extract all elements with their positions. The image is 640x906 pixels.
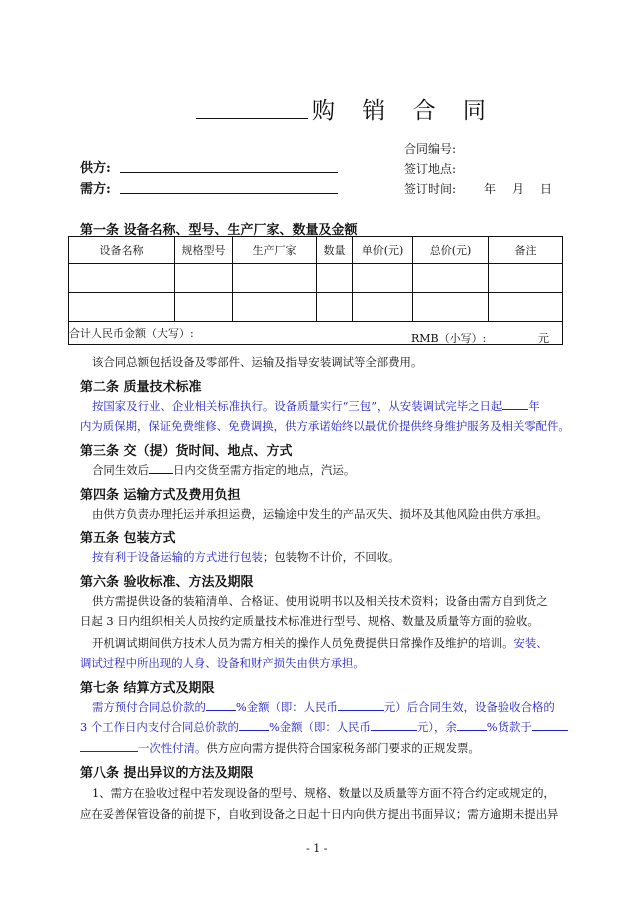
paragraph-packaging [92, 549, 572, 565]
table-header-cell: 单价(元) [353, 237, 413, 264]
table-cell[interactable] [175, 264, 233, 293]
paragraph-acceptance-line2: 日起 3 日内组织相关人员按约定质量技术标准进行型号、规格、数量及质量等方面的验收。 [80, 614, 539, 628]
equipment-table [68, 236, 563, 345]
prepay-amount-blank[interactable] [338, 699, 384, 711]
section-7-heading: 第七条 结算方式及期限 [80, 681, 215, 696]
paragraph-settlement-line1 [92, 699, 572, 715]
paragraph-total-scope: 该合同总额包括设备及零部件、运输及指导安装调试等全部费用。 [92, 355, 423, 369]
supplier-label: 供方: [80, 161, 111, 176]
invoice-text: 供方应向需方提供符合国家税务部门要求的正规发票。 [206, 741, 480, 755]
table-cell[interactable] [489, 264, 563, 293]
section-5-heading: 第五条 包装方式 [80, 531, 176, 546]
warranty-years-blank[interactable] [502, 398, 528, 410]
paragraph-objection-line1: 1、需方在验收过程中若发现设备的型号、规格、数量以及质量等方面不符合约定或规定的， [92, 786, 555, 800]
paragraph-settlement-line3 [80, 740, 560, 756]
paragraph-quality-line2: 内为质保期，保证免费维修、免费调换，供方承诺始终以最优价提供终身维护服务及相关零配件。 [80, 419, 570, 433]
paragraph-training-line1 [92, 635, 572, 651]
table-total-row [69, 322, 563, 345]
table-cell[interactable] [233, 264, 317, 293]
quality-text: 按国家及行业、企业相关标准执行。设备质量实行“三包”，从安装调试完毕之日起 [92, 399, 503, 413]
year-label: 年 [484, 182, 497, 196]
buyer-label: 需方: [80, 182, 111, 197]
liability-text-start: 安装、 [513, 636, 548, 650]
rmb-label: RMB（小写）: [411, 332, 487, 345]
page-number: - 1 - [306, 842, 328, 855]
table-total-label: 合计人民币金额（大写）: [69, 322, 563, 345]
section-6-heading: 第六条 验收标准、方法及期限 [80, 575, 254, 590]
section-2-heading: 第二条 质量技术标准 [80, 380, 202, 395]
settlement-text: %金额（即：人民币 [235, 700, 338, 714]
section-8-heading: 第八条 提出异议的方法及期限 [80, 766, 254, 781]
month-label: 月 [512, 182, 525, 196]
prepay-percent-blank[interactable] [206, 699, 236, 711]
table-cell[interactable] [175, 293, 233, 322]
settlement-text: %货款于 [486, 720, 532, 734]
buyer-blank-line[interactable] [120, 193, 338, 194]
section-3-heading: 第三条 交（提）货时间、地点、方式 [80, 444, 293, 459]
delivery-days-blank[interactable] [149, 462, 173, 474]
packaging-note-text: ；包装物不计价，不回收。 [262, 550, 400, 564]
table-cell[interactable] [413, 264, 489, 293]
balance-date-blank[interactable] [532, 719, 568, 731]
table-row [69, 264, 563, 293]
table-row [69, 293, 563, 322]
paragraph-settlement-line2 [80, 719, 560, 735]
table-cell[interactable] [317, 293, 353, 322]
second-amount-blank[interactable] [371, 719, 417, 731]
paragraph-transport: 由供方负责办理托运并承担运费，运输途中发生的产品灭失、损坏及其他风险由供方承担。 [92, 507, 548, 521]
paragraph-training-line2: 调试过程中所出现的人身、设备和财产损失由供方承担。 [80, 656, 365, 670]
table-header-cell: 设备名称 [69, 237, 175, 264]
final-date-blank[interactable] [80, 740, 138, 752]
settlement-text: 3 个工作日内支付合同总价款的 [80, 720, 239, 734]
table-header-cell: 生产厂家 [233, 237, 317, 264]
table-header-row [69, 237, 563, 264]
table-cell[interactable] [413, 293, 489, 322]
yuan-label: 元 [538, 332, 549, 345]
table-header-cell: 备注 [489, 237, 563, 264]
table-header-cell: 总价(元) [413, 237, 489, 264]
paragraph-quality-line1 [92, 398, 572, 414]
day-label: 日 [540, 182, 553, 196]
table-header-cell: 数量 [317, 237, 353, 264]
delivery-text-end: 日内交货至需方指定的地点，汽运。 [172, 463, 356, 477]
settlement-text: 元）后合同生效，设备验收合格的 [383, 700, 555, 714]
section-1-heading: 第一条 设备名称、型号、生产厂家、数量及金额 [80, 223, 358, 238]
paragraph-objection-line2: 应在妥善保管设备的前提下，自收到设备之日起十日内向供方提出书面异议；需方逾期未提出异 [80, 807, 559, 821]
settlement-text: %金额（即：人民币 [268, 720, 371, 734]
settlement-text: 一次性付清。 [138, 741, 207, 755]
paragraph-acceptance-line1: 供方需提供设备的装箱清单、合格证、使用说明书以及相关技术资料；设备由需方自到货之 [92, 594, 548, 608]
title-blank-line [196, 118, 308, 119]
section-4-heading: 第四条 运输方式及费用负担 [80, 488, 241, 503]
year-unit: 年 [528, 399, 540, 413]
table-cell[interactable] [69, 264, 175, 293]
table-cell[interactable] [353, 264, 413, 293]
page-title: 购 销 合 同 [312, 98, 496, 124]
second-percent-blank[interactable] [239, 719, 269, 731]
contract-no-label: 合同编号: [404, 142, 457, 156]
table-cell[interactable] [489, 293, 563, 322]
supplier-blank-line[interactable] [120, 172, 338, 173]
balance-percent-blank[interactable] [457, 719, 487, 731]
table-cell[interactable] [233, 293, 317, 322]
training-text: 开机调试期间供方技术人员为需方相关的操作人员免费提供日常操作及维护的培训。 [92, 636, 514, 650]
packaging-method-text: 按有利于设备运输的方式进行包装 [92, 550, 263, 564]
paragraph-delivery [92, 462, 572, 478]
table-header-cell: 规格型号 [175, 237, 233, 264]
table-cell[interactable] [353, 293, 413, 322]
settlement-text: 需方预付合同总价款的 [92, 700, 206, 714]
sign-time-label: 签订时间: [404, 182, 457, 196]
table-cell[interactable] [69, 293, 175, 322]
settlement-text: 元），余 [416, 720, 457, 734]
delivery-text-start: 合同生效后 [92, 463, 149, 477]
sign-place-label: 签订地点: [404, 162, 457, 176]
table-cell[interactable] [317, 264, 353, 293]
